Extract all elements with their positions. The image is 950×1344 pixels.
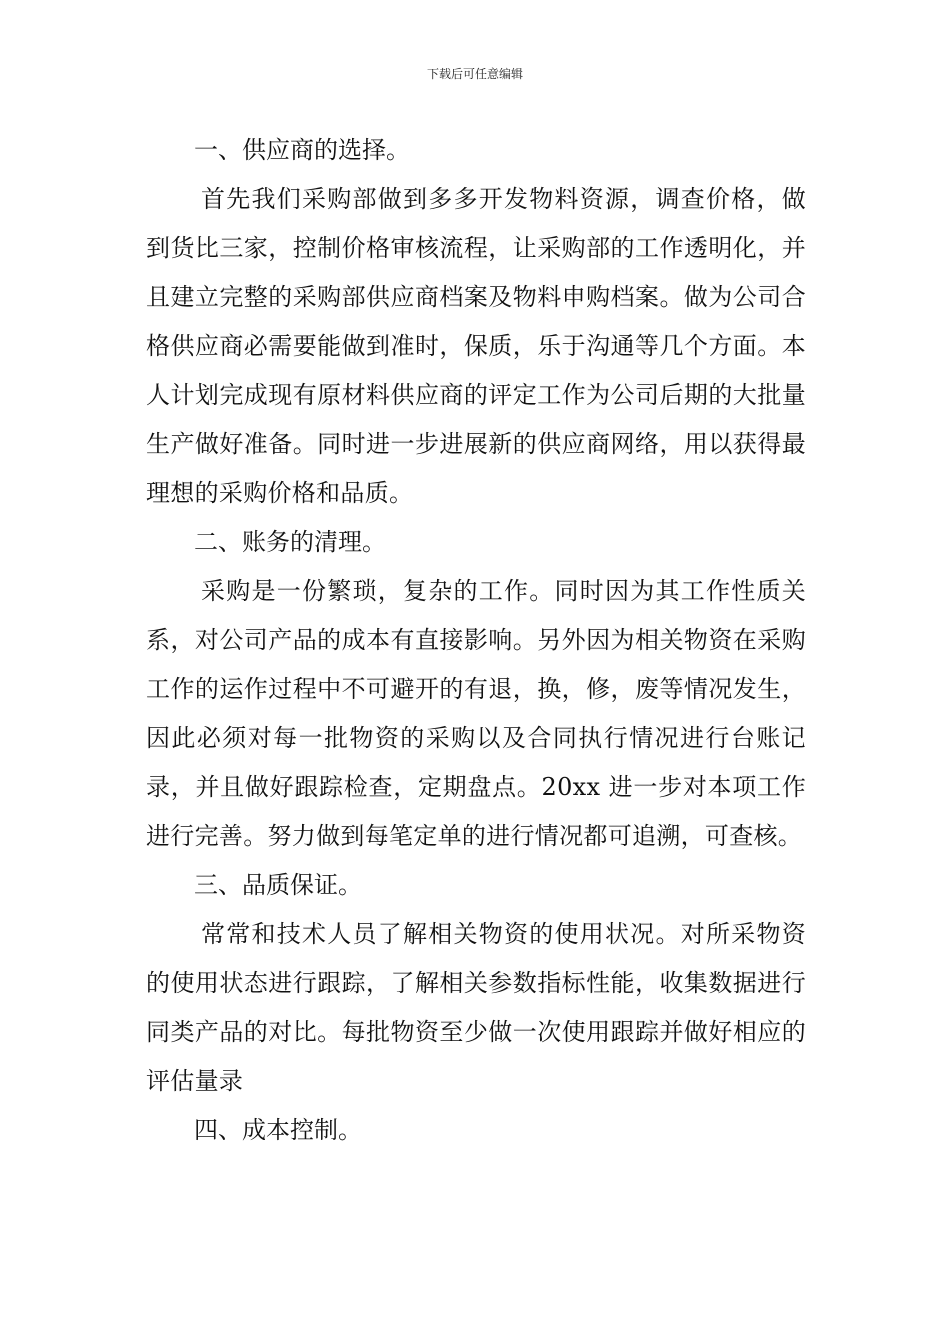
document-body (146, 126, 806, 1155)
section-paragraph-account-cleanup: 采购是一份繁琐，复杂的工作。同时因为其工作性质关系，对公司产品的成本有直接影响。另外因为相关物资在采购工作的运作过程中不可避开的有退，换，修，废等情况发生，因此必须对每一批物资的采购以及合同执行情况进行台账记录，并且做好跟踪检查，定期盘点。20xx 进一步对本项工作进行完善。努力做到每笔定单的进行情况都可追溯，可查核。 (146, 577, 806, 850)
section-heading-quality-assurance: 三、品质保证。 (194, 871, 362, 899)
section-heading-supplier-selection: 一、供应商的选择。 (194, 136, 410, 164)
section-paragraph-supplier-selection: 首先我们采购部做到多多开发物料资源，调查价格，做到货比三家，控制价格审核流程，让采购部的工作透明化，并且建立完整的采购部供应商档案及物料申购档案。做为公司合格供应商必需要能做到准时，保质，乐于沟通等几个方面。本人计划完成现有原材料供应商的评定工作为公司后期的大批量生产做好准备。同时进一步进展新的供应商网络，用以获得最理想的采购价格和品质。 (146, 185, 806, 507)
section-heading-cost-control: 四、成本控制。 (194, 1116, 362, 1144)
header-note: 下载后可任意编辑 (426, 67, 523, 81)
section-paragraph-quality-assurance: 常常和技术人员了解相关物资的使用状况。对所采物资的使用状态进行跟踪，了解相关参数指标性能，收集数据进行同类产品的对比。每批物资至少做一次使用跟踪并做好相应的评估量录 (146, 920, 806, 1095)
section-heading-account-cleanup: 二、账务的清理。 (194, 528, 386, 556)
